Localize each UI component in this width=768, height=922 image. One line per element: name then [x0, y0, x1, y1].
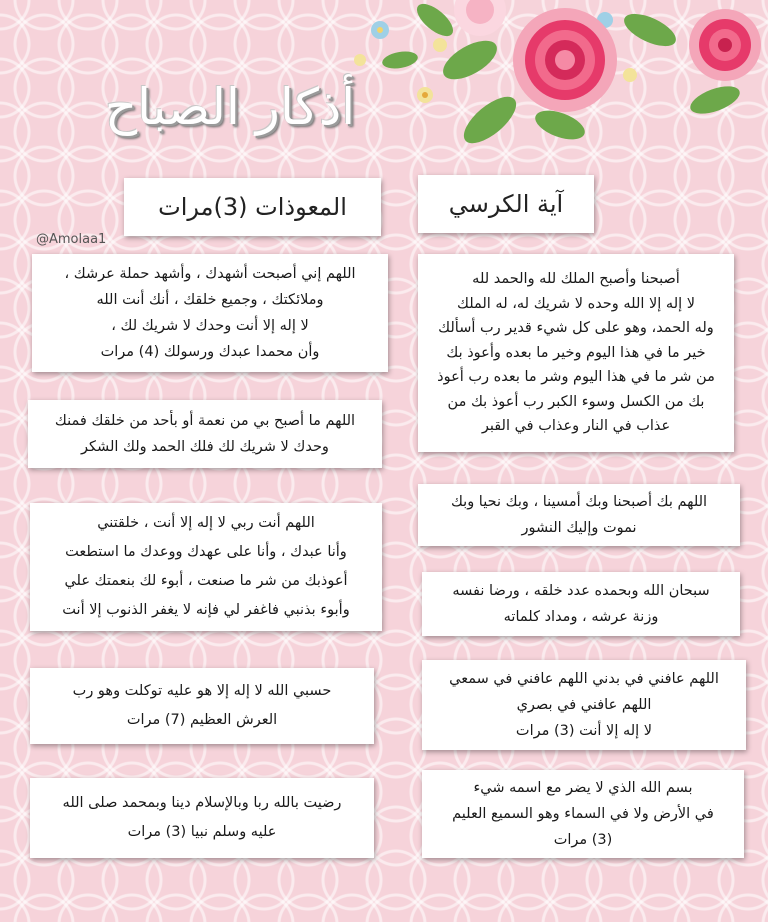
rose-large — [513, 8, 617, 112]
dhikr-line: اللهم بك أصبحنا وبك أمسينا ، وبك نحيا وبك — [450, 494, 708, 510]
dhikr-line: لا إله إلا أنت وحدك لا شريك لك ، — [111, 318, 309, 334]
dhikr-line: وله الحمد، وهو على كل شيء قدير رب أسألك — [438, 320, 714, 337]
dhikr-line: وأنا عبدك ، وأنا على عهدك ووعدك ما استطعت — [65, 544, 347, 560]
header-al-muawwidhat: المعوذات (3)مرات — [124, 178, 381, 236]
dhikr-line: سبحان الله وبحمده عدد خلقه ، ورضا نفسه — [452, 583, 710, 599]
dhikr-line: نموت وإليك النشور — [521, 520, 637, 536]
dhikr-card — [418, 484, 740, 546]
dhikr-card — [28, 400, 382, 468]
dhikr-line: رضيت بالله ربا وبالإسلام دينا وبمحمد صلى الله — [62, 795, 342, 811]
dhikr-line: عليه وسلم نبيا (3) مرات — [127, 824, 277, 840]
dhikr-line: وأبوء بذنبي فاغفر لي فإنه لا يغفر الذنوب إلا أنت — [62, 602, 350, 618]
page-title: أذكار الصباح — [104, 78, 356, 136]
dhikr-line: وأن محمدا عبدك ورسولك (4) مرات — [100, 344, 320, 360]
dhikr-line: وملائكتك ، وجميع خلقك ، أنك أنت الله — [96, 292, 324, 308]
dhikr-card — [422, 770, 744, 858]
dhikr-line: (3) مرات — [553, 832, 613, 848]
rose-small — [689, 9, 761, 81]
rose-pale — [454, 0, 506, 36]
dhikr-line: في الأرض ولا في السماء وهو السميع العليم — [452, 806, 714, 822]
dhikr-line: بك من الكسل وسوء الكبر رب أعوذ بك من — [447, 393, 705, 410]
dhikr-line: لا إله إلا أنت (3) مرات — [515, 723, 653, 739]
dhikr-card — [422, 660, 746, 750]
floral-decoration — [340, 0, 768, 150]
dhikr-card — [30, 778, 374, 858]
header-ayat-al-kursi: آية الكرسي — [418, 175, 594, 233]
dhikr-card — [418, 254, 734, 452]
dhikr-line: اللهم عافني في بصري — [516, 697, 652, 713]
dhikr-card — [422, 572, 740, 636]
dhikr-line: أصبحنا وأصبح الملك لله والحمد لله — [472, 271, 680, 288]
dhikr-card — [32, 254, 388, 372]
dhikr-card — [30, 503, 382, 631]
dhikr-line: لا إله إلا الله وحده لا شريك له، له الملك — [456, 295, 696, 312]
dhikr-line: وزنة عرشه ، ومداد كلماته — [503, 609, 659, 625]
dhikr-line: اللهم إني أصبحت أشهدك ، وأشهد حملة عرشك ، — [64, 266, 356, 282]
dhikr-line: عذاب في النار وعذاب في القبر — [481, 418, 671, 435]
dhikr-line: اللهم ما أصبح بي من نعمة أو بأحد من خلقك فمنك — [54, 413, 356, 429]
dhikr-line: العرش العظيم (7) مرات — [126, 712, 278, 728]
dhikr-line: اللهم أنت ربي لا إله إلا أنت ، خلقتني — [97, 515, 315, 531]
watermark: @Amolaa1 — [36, 232, 107, 247]
dhikr-line: بسم الله الذي لا يضر مع اسمه شيء — [473, 780, 693, 796]
dhikr-line: اللهم عافني في بدني اللهم عافني في سمعي — [449, 671, 719, 687]
dhikr-card — [30, 668, 374, 744]
dhikr-line: حسبي الله لا إله إلا هو عليه توكلت وهو رب — [72, 683, 332, 699]
dhikr-line: وحدك لا شريك لك فلك الحمد ولك الشكر — [81, 439, 329, 455]
dhikr-line: خير ما في هذا اليوم وخير ما بعده وأعوذ بك — [446, 344, 706, 361]
dhikr-line: من شر ما في هذا اليوم وشر ما بعده رب أعوذ — [437, 369, 715, 386]
dhikr-line: أعوذبك من شر ما صنعت ، أبوء لك بنعمتك علي — [64, 573, 348, 589]
